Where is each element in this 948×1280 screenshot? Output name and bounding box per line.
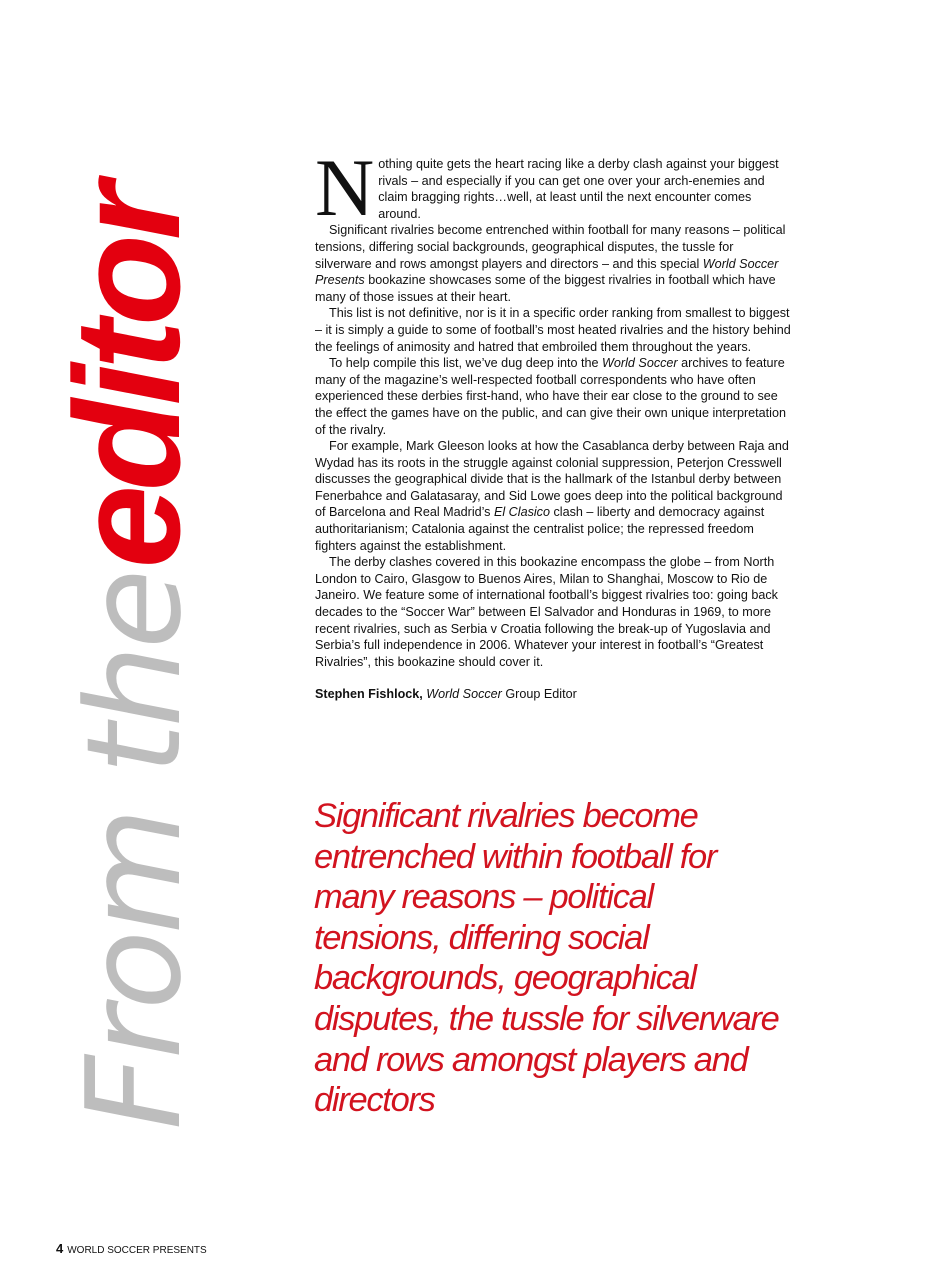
paragraph-5-text-b: clash – liberty and democracy against authoritarianism; Catalonia against the centralist police; the repressed freedom fighters against the establishment.	[315, 505, 765, 553]
paragraph-4-text-a: To help compile this list, we’ve dug deep into the	[329, 356, 603, 371]
paragraph-5-text-a: For example, Mark Gleeson looks at how the Casablanca derby between Raja and Wydad has its roots in the struggle against colonial suppression, Peterjon Cresswell discusses the geographical divide that is the hallmark of the Istanbul derby between Fenerbahce and Galatasaray, and Sid Lowe goes deep into the political background of Barcelona and Real Madrid’s	[315, 439, 789, 520]
article-paragraph-1	[315, 142, 793, 233]
publication-name: WORLD SOCCER PRESENTS	[67, 1245, 207, 1256]
article-paragraph-4	[315, 355, 793, 438]
signoff	[315, 686, 793, 703]
paragraph-2-italic: World Soccer Presents	[315, 256, 779, 288]
editor-letter	[315, 142, 793, 703]
paragraph-2-text-b: bookazine showcases some of the biggest rivalries in football which have many of those issues at their heart.	[315, 273, 776, 304]
paragraph-2-text-a: Significant rivalries become entrenched within football for many reasons – political tensions, differing social backgrounds, geographical disputes, the tussle for silverware and rows amongst players and directors – and this special	[315, 223, 786, 271]
signoff-publication: World Soccer	[426, 687, 502, 702]
drop-cap: N	[315, 142, 375, 233]
signoff-name: Stephen Fishlock,	[315, 687, 423, 702]
paragraph-4-italic: World Soccer	[602, 356, 678, 371]
paragraph-1-text: othing quite gets the heart racing like a derby clash against your biggest rivals – and especially if you can get one over your arch-enemies and claim bragging rights…well, at least until the next encounter comes around.	[378, 157, 779, 221]
page-footer	[56, 1241, 207, 1256]
heading-from-the: From the	[58, 572, 210, 1130]
pull-quote: Significant rivalries become entrenched within football for many reasons – political tensions, differing social backgrounds, geographical disputes, the tussle for silverware and rows amongst players and directors	[314, 797, 779, 1120]
vertical-heading	[43, 187, 211, 1130]
page-number: 4	[56, 1241, 64, 1256]
article-paragraph-3: This list is not definitive, nor is it in a specific order ranking from smallest to biggest – it is simply a guide to some of football’s most heated rivalries and the history behind the feelings of animosity and hatred that embroiled them throughout the years.	[315, 306, 791, 354]
article-paragraph-2	[315, 222, 793, 305]
signoff-role: Group Editor	[505, 687, 577, 702]
paragraph-4-text-b: archives to feature many of the magazine’s well-respected football correspondents who have often experienced these derbies first-hand, who have their ear close to the ground to see the effect the games have on the public, and can give their own unique interpretation of the rivalry.	[315, 356, 786, 437]
article-paragraph-6: The derby clashes covered in this bookazine encompass the globe – from North London to Cairo, Glasgow to Buenos Aires, Milan to Shanghai, Moscow to Rio de Janeiro. We feature some of international football’s biggest rivalries too: going back decades to the “Soccer War” between El Salvador and Honduras in 1969, to more recent rivalries, such as Serbia v Croatia following the break-up of Yugoslavia and Serbia’s full independence in 2006. Whatever your interest in football’s “Greatest Rivalries”, this bookazine should cover it.	[315, 555, 778, 669]
article-paragraph-5	[315, 438, 793, 554]
paragraph-5-italic: El Clasico	[493, 505, 550, 520]
heading-editor: editor	[43, 187, 211, 569]
